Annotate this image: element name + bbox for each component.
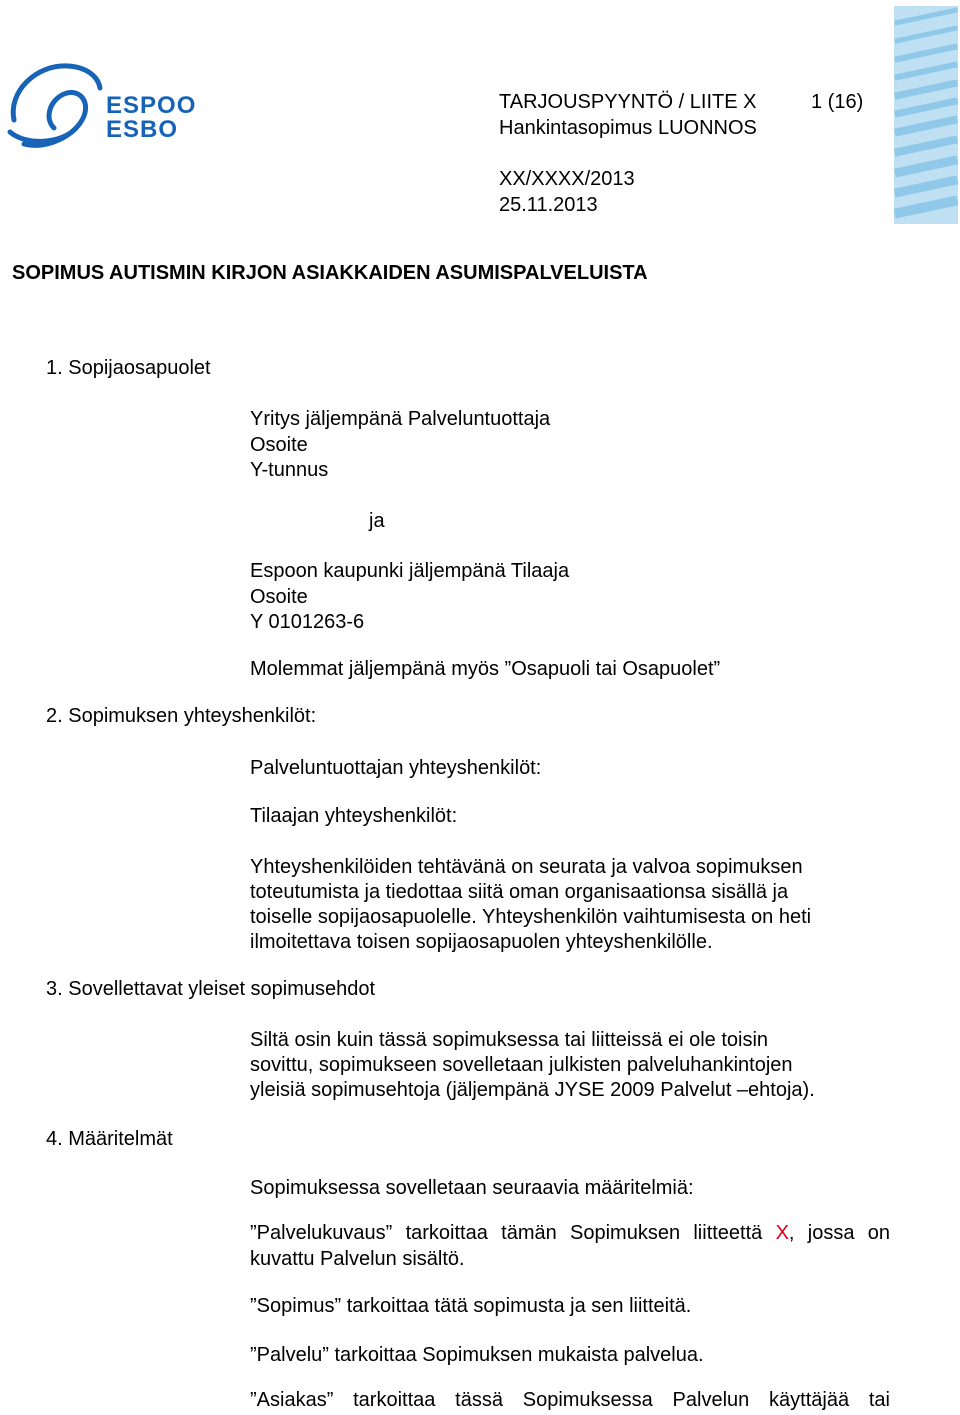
decorative-stripes bbox=[894, 6, 958, 224]
logo-text-esbo: ESBO bbox=[106, 116, 179, 143]
client-line-3: Y 0101263-6 bbox=[250, 611, 365, 633]
document-title: TARJOUSPYYNTÖ / LIITE X bbox=[499, 91, 757, 113]
appendix-x-marker: X bbox=[775, 1222, 789, 1244]
client-line-1: Espoon kaupunki jäljempänä Tilaaja bbox=[250, 560, 570, 582]
document-subtitle: Hankintasopimus LUONNOS bbox=[499, 117, 757, 139]
main-title: SOPIMUS AUTISMIN KIRJON ASIAKKAIDEN ASUMISPALVELUISTA bbox=[12, 262, 648, 284]
section-4-heading: 4. Määritelmät bbox=[46, 1128, 173, 1150]
section-2-heading: 2. Sopimuksen yhteyshenkilöt: bbox=[46, 705, 317, 727]
provider-line-2: Osoite bbox=[250, 434, 308, 456]
definition-palvelukuvaus bbox=[250, 1221, 890, 1272]
contacts-text-line-1: Yhteyshenkilöiden tehtävänä on seurata ja valvoa sopimuksen bbox=[250, 856, 803, 878]
document-date: 25.11.2013 bbox=[499, 194, 598, 216]
section-1-heading: 1. Sopijaosapuolet bbox=[46, 357, 211, 379]
contacts-text-line-3: toiselle sopijaosapuolelle. Yhteyshenkilön vaihtumisesta on heti bbox=[250, 906, 812, 928]
definition-palvelukuvaus-text: ”Palvelukuvaus” tarkoittaa tämän Sopimuksen liitteettä bbox=[250, 1222, 776, 1244]
parties-note: Molemmat jäljempänä myös ”Osapuoli tai Osapuolet” bbox=[250, 658, 721, 680]
client-line-2: Osoite bbox=[250, 586, 308, 608]
provider-line-3: Y-tunnus bbox=[250, 459, 329, 481]
client-contacts-label: Tilaajan yhteyshenkilöt: bbox=[250, 805, 458, 827]
section-3-heading: 3. Sovellettavat yleiset sopimusehdot bbox=[46, 978, 376, 1000]
definition-sopimus: ”Sopimus” tarkoittaa tätä sopimusta ja sen liitteitä. bbox=[250, 1295, 692, 1317]
page-number: 1 (16) bbox=[811, 91, 864, 113]
provider-line-1: Yritys jäljempänä Palveluntuottaja bbox=[250, 408, 551, 430]
terms-text-line-1: Siltä osin kuin tässä sopimuksessa tai liitteissä ei ole toisin bbox=[250, 1029, 769, 1051]
contacts-text-line-2: toteutumista ja tiedottaa siitä oman organisaationsa sisällä ja bbox=[250, 881, 789, 903]
espoo-esbo-logo bbox=[6, 58, 196, 154]
definition-palvelukuvaus-end: , jossa on kuvattu Palvelun sisältö. bbox=[250, 1222, 890, 1270]
reference-number: XX/XXXX/2013 bbox=[499, 168, 635, 190]
logo-text-espoo: ESPOO bbox=[106, 92, 197, 119]
provider-contacts-label: Palveluntuottajan yhteyshenkilöt: bbox=[250, 757, 542, 779]
and-text: ja bbox=[369, 510, 385, 532]
definition-asiakas: ”Asiakas” tarkoittaa tässä Sopimuksessa Palvelun käyttäjää tai bbox=[250, 1389, 890, 1411]
definitions-intro: Sopimuksessa sovelletaan seuraavia määritelmiä: bbox=[250, 1177, 694, 1199]
contacts-text-line-4: ilmoitettava toisen sopijaosapuolen yhteyshenkilölle. bbox=[250, 931, 713, 953]
terms-text-line-3: yleisiä sopimusehtoja (jäljempänä JYSE 2009 Palvelut –ehtoja). bbox=[250, 1079, 815, 1101]
definition-palvelu: ”Palvelu” tarkoittaa Sopimuksen mukaista palvelua. bbox=[250, 1344, 704, 1366]
terms-text-line-2: sovittu, sopimukseen sovelletaan julkisten palveluhankintojen bbox=[250, 1054, 793, 1076]
